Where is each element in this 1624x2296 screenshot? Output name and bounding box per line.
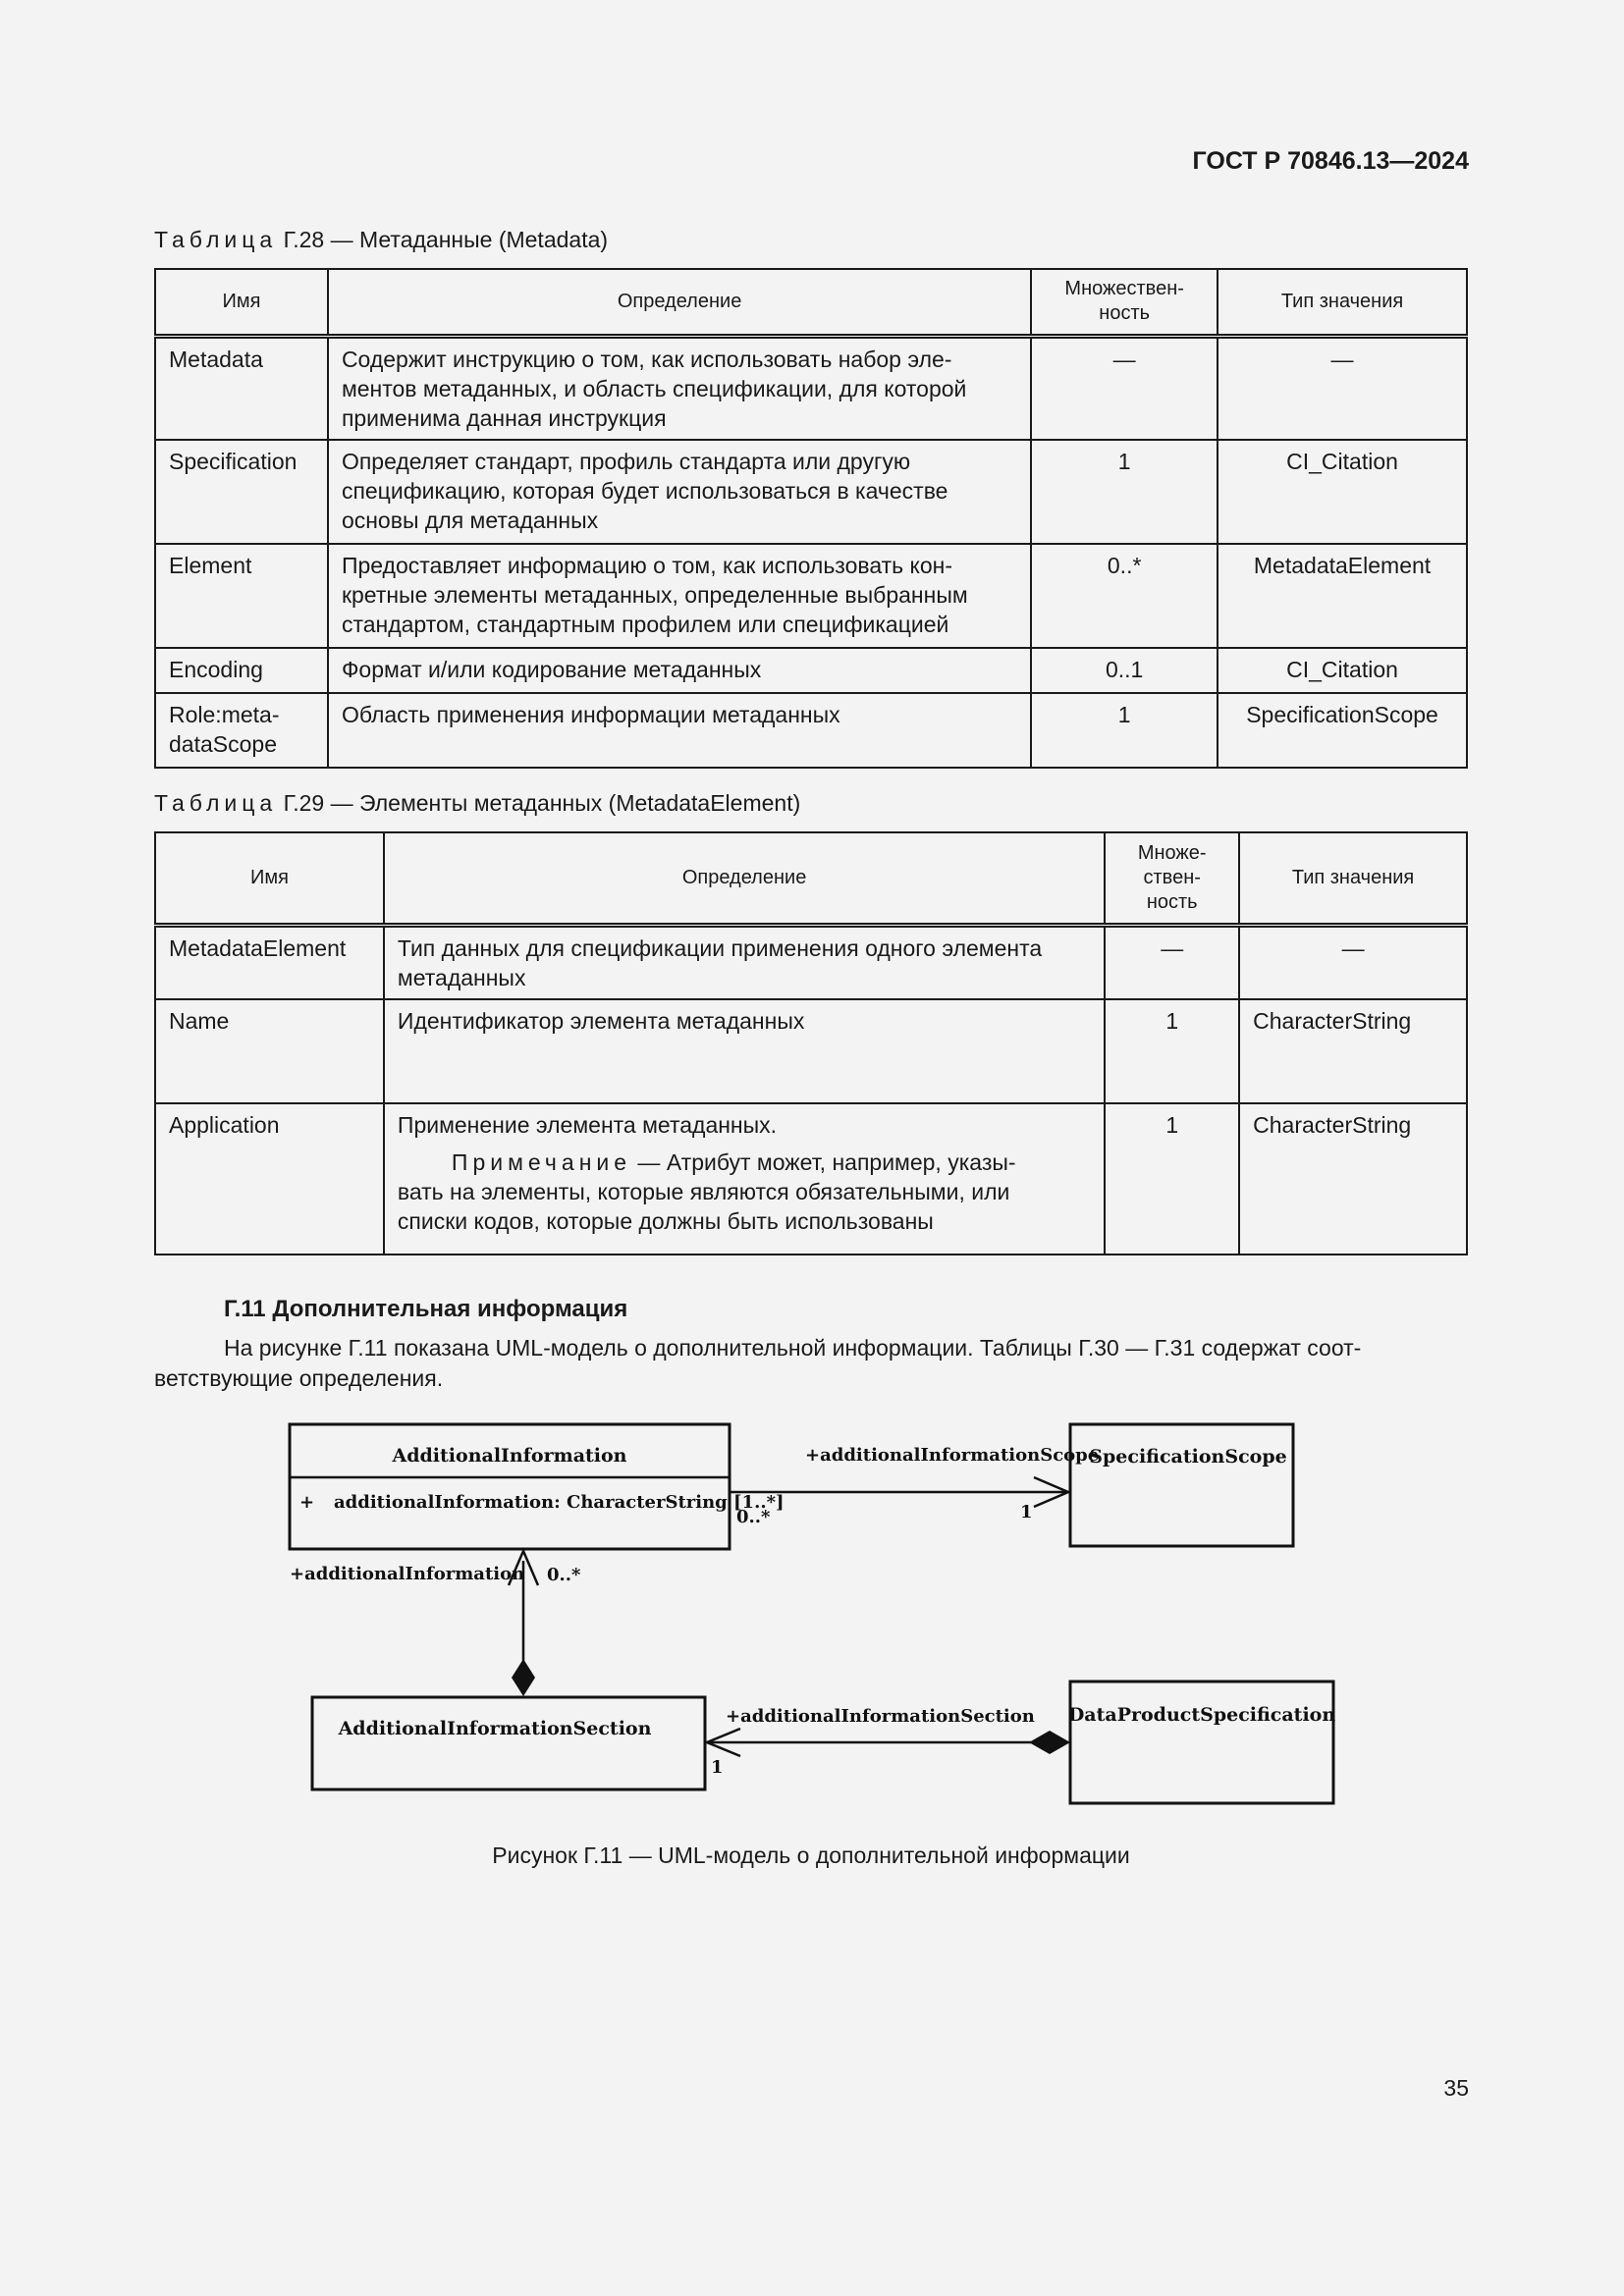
cell-name: MetadataElement xyxy=(155,925,384,999)
cell-type: — xyxy=(1218,336,1467,440)
cell-name: Specification xyxy=(155,440,328,544)
cell-type: CharacterString xyxy=(1239,999,1467,1103)
composition-diamond-info xyxy=(512,1659,535,1696)
table-28-header-multiplicity: Множествен- ность xyxy=(1031,269,1218,336)
table-28-caption-label: Таблица xyxy=(154,227,278,252)
table-29-caption-label: Таблица xyxy=(154,790,278,816)
figure-caption: Рисунок Г.11 — UML-модель о дополнительной информации xyxy=(492,1842,1130,1868)
role-additional-information: +additionalInformation xyxy=(290,1564,525,1584)
cell-multiplicity: 1 xyxy=(1031,440,1218,544)
definition-text: Применение элемента метаданных. xyxy=(397,1112,778,1138)
class-data-product-specification xyxy=(1070,1682,1333,1803)
class-name-specification-scope: SpecificationScope xyxy=(1089,1446,1287,1468)
table-29-header-multiplicity: Множе- ствен- ность xyxy=(1105,832,1239,925)
page-number: 35 xyxy=(1443,2075,1469,2101)
composition-diamond-section xyxy=(1029,1731,1070,1754)
cell-multiplicity: 1 xyxy=(1105,999,1239,1103)
note-label: Примечание xyxy=(451,1149,632,1175)
cell-definition: Содержит инструкцию о том, как использовать набор эле- ментов метаданных, и область спецификации, для которой применима данная инструкция xyxy=(328,336,1031,440)
table-29-header-type: Тип значения xyxy=(1239,832,1467,925)
cell-name: Metadata xyxy=(155,336,328,440)
table-28-caption-text: Г.28 — Метаданные (Metadata) xyxy=(277,227,609,252)
class-name-additional-information-section: AdditionalInformationSection xyxy=(338,1718,652,1739)
class-name-data-product-specification: DataProductSpecification xyxy=(1067,1704,1336,1726)
cell-name: Encoding xyxy=(155,648,328,693)
cell-name: Role:meta- dataScope xyxy=(155,693,328,768)
role-additional-information-section: +additionalInformationSection xyxy=(726,1706,1035,1727)
mult-info: 0..* xyxy=(547,1565,581,1585)
class-name-additional-information: AdditionalInformation xyxy=(392,1445,627,1467)
cell-definition: Определяет стандарт, профиль стандарта или другую спецификацию, которая будет использоваться в качестве основы для метаданных xyxy=(328,440,1031,544)
cell-type: — xyxy=(1239,925,1467,999)
cell-name: Name xyxy=(155,999,384,1103)
section-paragraph: На рисунке Г.11 показана UML-модель о дополнительной информации. Таблицы Г.30 — Г.31 содержат соот- ветствующие определения. xyxy=(154,1335,1362,1391)
class-specification-scope xyxy=(1070,1424,1293,1546)
cell-definition: Формат и/или кодирование метаданных xyxy=(328,648,1031,693)
cell-definition: Тип данных для спецификации применения одного элемента метаданных xyxy=(384,925,1105,999)
cell-multiplicity: 0..1 xyxy=(1031,648,1218,693)
table-29-header-name: Имя xyxy=(155,832,384,925)
document-code: ГОСТ Р 70846.13—2024 xyxy=(1192,147,1469,175)
cell-multiplicity: — xyxy=(1105,925,1239,999)
cell-definition: Идентификатор элемента метаданных xyxy=(384,999,1105,1103)
table-29-header-definition: Определение xyxy=(384,832,1105,925)
class-additional-information xyxy=(290,1424,730,1549)
cell-multiplicity: 0..* xyxy=(1031,544,1218,648)
table-28-header-name: Имя xyxy=(155,269,328,336)
cell-definition: Предоставляет информацию о том, как использовать кон- кретные элементы метаданных, определенные выбранным стандартом, стандартным профилем или спецификацией xyxy=(328,544,1031,648)
section-heading: Г.11 Дополнительная информация xyxy=(224,1296,628,1322)
class-additional-information-section xyxy=(312,1697,705,1789)
attribute-marker: + xyxy=(299,1492,315,1513)
mult-section: 1 xyxy=(711,1757,724,1778)
table-28-header-definition: Определение xyxy=(328,269,1031,336)
table-28-header-type: Тип значения xyxy=(1218,269,1467,336)
cell-type: CI_Citation xyxy=(1218,440,1467,544)
cell-type: SpecificationScope xyxy=(1218,693,1467,768)
cell-multiplicity: — xyxy=(1031,336,1218,440)
role-additional-information-scope: +additionalInformationScope xyxy=(805,1445,1100,1466)
cell-multiplicity: 1 xyxy=(1105,1103,1239,1255)
cell-definition: Область применения информации метаданных xyxy=(328,693,1031,768)
mult-scope-source: 0..* xyxy=(736,1507,771,1527)
table-29-caption-text: Г.29 — Элементы метаданных (MetadataElement) xyxy=(277,790,801,816)
mult-scope-target: 1 xyxy=(1020,1502,1033,1522)
cell-name: Application xyxy=(155,1103,384,1255)
cell-name: Element xyxy=(155,544,328,648)
cell-type: MetadataElement xyxy=(1218,544,1467,648)
cell-type: CI_Citation xyxy=(1218,648,1467,693)
note-text: — Атрибут может, например, указы- вать на элементы, которые являются обязательными, или списки кодов, которые должны быть использованы xyxy=(397,1149,1016,1234)
cell-type: CharacterString xyxy=(1239,1103,1467,1255)
attribute-text: additionalInformation: CharacterString [1..*] xyxy=(334,1492,785,1513)
cell-multiplicity: 1 xyxy=(1031,693,1218,768)
